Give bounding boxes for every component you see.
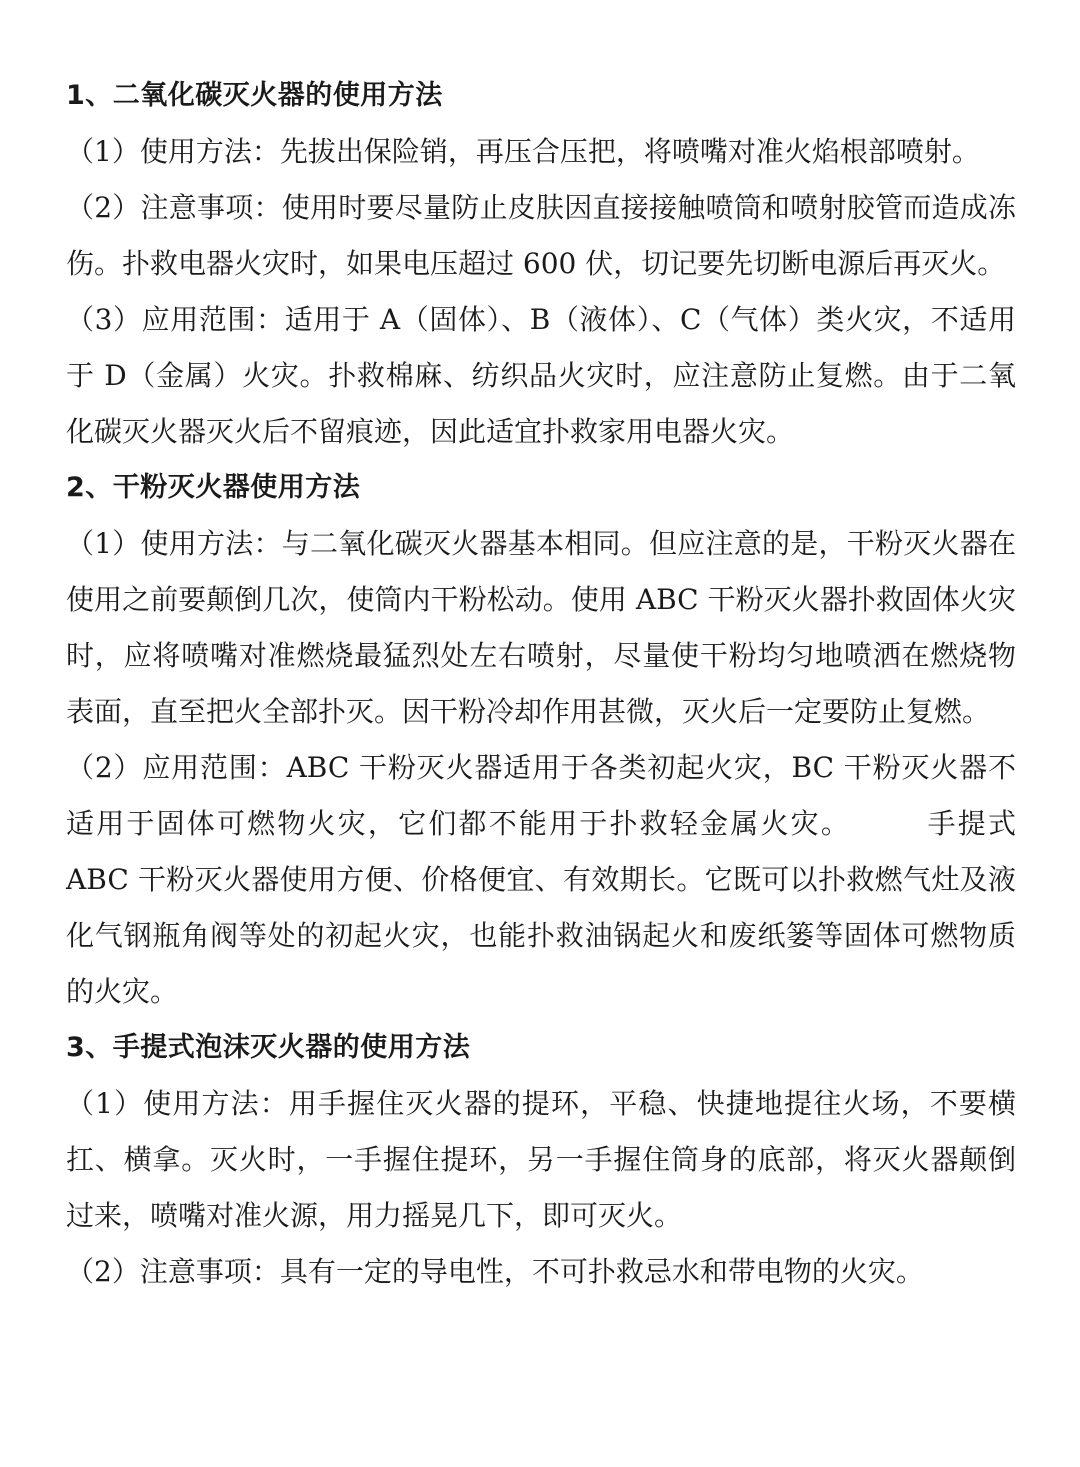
section-heading: 2、干粉灭火器使用方法 [66, 472, 361, 503]
paragraph: （2）注意事项：具有一定的导电性，不可扑救忌水和带电物的火灾。 [66, 1255, 924, 1288]
paragraph: （3）应用范围：适用于 A（固体）、B（液体）、C（气体）类火灾，不适用于 D（金属）火灾。扑救棉麻、纺织品火灾时，应注意防止复燃。由于二氧化碳灭火器灭火后不留痕迹，因此适宜扑救家用电器火灾。 [66, 303, 1016, 448]
section-dry-powder-extinguisher [66, 460, 1016, 1020]
section-heading: 1、二氧化碳灭火器的使用方法 [66, 80, 443, 111]
paragraph: （1）使用方法：用手握住灭火器的提环，平稳、快捷地提往火场，不要横扛、横拿。灭火时，一手握住提环，另一手握住筒身的底部，将灭火器颠倒过来，喷嘴对准火源，用力摇晃几下，即可灭火。 [66, 1087, 1016, 1232]
paragraph: （1）使用方法：先拔出保险销，再压合压把，将喷嘴对准火焰根部喷射。 [66, 135, 980, 168]
page-footer-decoration [900, 1457, 1040, 1467]
section-heading: 3、手提式泡沫灭火器的使用方法 [66, 1032, 471, 1063]
paragraph: （1）使用方法：与二氧化碳灭火器基本相同。但应注意的是，干粉灭火器在使用之前要颠倒几次，使筒内干粉松动。使用 ABC 干粉灭火器扑救固体火灾时，应将喷嘴对准燃烧最猛烈处左右喷射，尽量使干粉均匀地喷洒在燃烧物表面，直至把火全部扑灭。因干粉冷却作用甚微，灭火后一定要防止复燃。 [66, 527, 1016, 728]
section-co2-extinguisher [66, 68, 1016, 460]
paragraph: （2）应用范围：ABC 干粉灭火器适用于各类初起火灾，BC 干粉灭火器不适用于固体可燃物火灾，它们都不能用于扑救轻金属火灾。 手提式 ABC 干粉灭火器使用方便、价格便宜、有效期长。它既可以扑救燃气灶及液化气钢瓶角阀等处的初起火灾，也能扑救油锅起火和废纸篓等固体可燃物质的火灾。 [66, 751, 1016, 1008]
document-body [66, 68, 1016, 1300]
section-foam-extinguisher [66, 1020, 1016, 1300]
paragraph: （2）注意事项：使用时要尽量防止皮肤因直接接触喷筒和喷射胶管而造成冻伤。扑救电器火灾时，如果电压超过 600 伏，切记要先切断电源后再灭火。 [66, 191, 1016, 280]
